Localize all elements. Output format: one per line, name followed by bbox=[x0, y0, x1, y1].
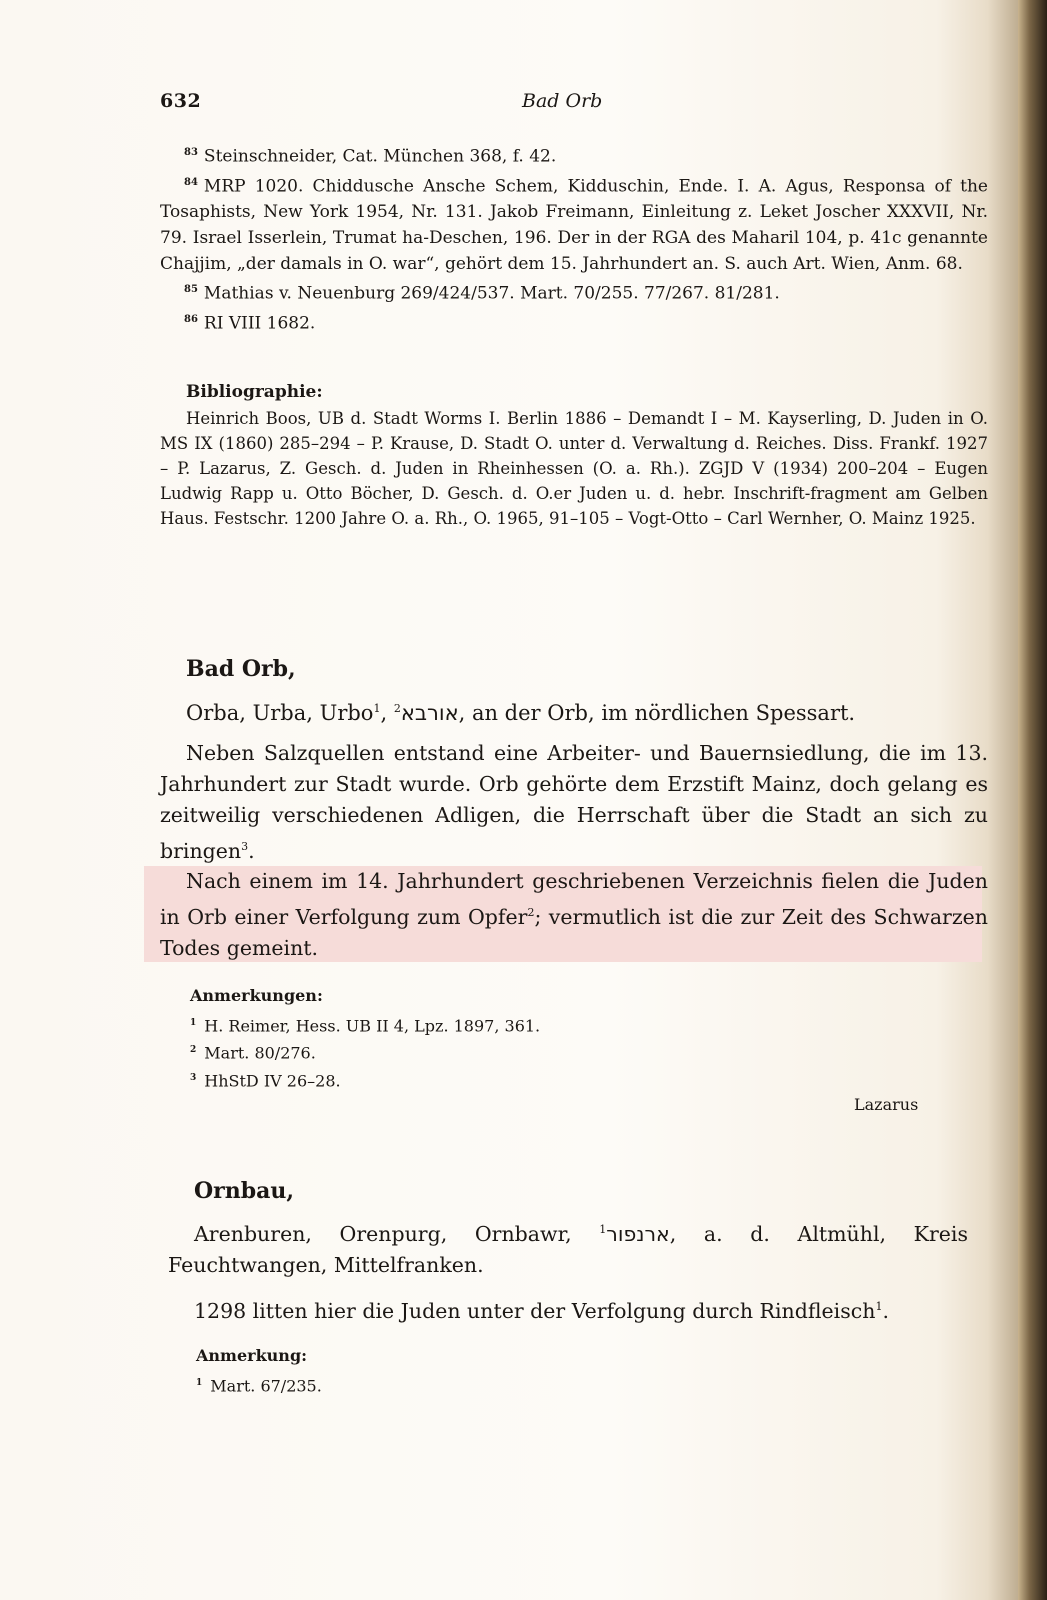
article-title: Bad Orb, bbox=[186, 656, 296, 682]
notes-heading-ornbau: Anmerkung: bbox=[196, 1346, 308, 1365]
running-title: Bad Orb bbox=[522, 90, 603, 112]
footnote-83: $^{83}$ Steinschneider, Cat. München 368, f. 42. bbox=[184, 146, 557, 167]
author-signature: Lazarus bbox=[854, 1095, 919, 1114]
bibliography bbox=[160, 382, 988, 531]
book-spine-edge bbox=[1018, 0, 1047, 1600]
notes-bad-orb bbox=[190, 986, 890, 1093]
article-bad-orb bbox=[160, 656, 988, 867]
footnote-86: $^{86}$ RI VIII 1682. bbox=[184, 313, 316, 334]
page-number: 632 bbox=[160, 90, 202, 112]
paragraph-ornbau: 1298 litten hier die Juden unter der Verfolgung durch Rindfleisch$^1$. bbox=[194, 1298, 889, 1323]
prev-footnotes bbox=[160, 140, 988, 337]
article-ornbau bbox=[168, 1178, 968, 1327]
paragraph-2-highlighted: Nach einem im 14. Jahrhundert geschriebenen Verzeichnis fielen die Juden in Orb einer Verfolgung zum Opfer$^2$; vermutlich ist die zur Zeit des Schwarzen Todes gemeint. bbox=[160, 869, 988, 960]
hebrew-name: אורבא bbox=[400, 701, 459, 725]
bibliography-heading: Bibliographie: bbox=[186, 382, 323, 402]
notes-heading: Anmerkungen: bbox=[190, 986, 323, 1005]
footnote-85: $^{85}$ Mathias v. Neuenburg 269/424/537. Mart. 70/255. 77/267. 81/281. bbox=[184, 283, 780, 304]
note-1: $^1$ H. Reimer, Hess. UB II 4, Lpz. 1897, 361. bbox=[190, 1016, 541, 1036]
hebrew-name-ornbau: ארנפור bbox=[606, 1221, 670, 1246]
note-ornbau-1: $^1$ Mart. 67/235. bbox=[196, 1376, 322, 1396]
page-header bbox=[160, 90, 990, 120]
note-2: $^2$ Mart. 80/276. bbox=[190, 1043, 316, 1063]
notes-ornbau bbox=[196, 1346, 796, 1398]
article-title-ornbau: Ornbau, bbox=[194, 1178, 295, 1204]
footnote-84: $^{84}$ MRP 1020. Chiddusche Ansche Schem, Kidduschin, Ende. I. A. Agus, Responsa of the Tosaphists, New York 1954, Nr. 131. Jakob Freimann, Einleitung z. Leket Joscher XXXVII, Nr. 79. Israel Isserlein, Trumat ha-Deschen, 196. Der in der RGA des Maharil 104, p. 41c genannte Chajjim, „der damals in O. war“, gehört dem 15. Jahrhundert an. S. auch Art. Wien, Anm. 68. bbox=[160, 176, 988, 275]
bibliography-text: Heinrich Boos, UB d. Stadt Worms I. Berlin 1886 – Demandt I – M. Kayserling, D. Juden in O. MS IX (1860) 285–294 – P. Krause, D. Stadt O. unter d. Verwaltung d. Reiches. Diss. Frankf. 1927 – P. Lazarus, Z. Gesch. d. Juden in Rheinhessen (O. a. Rh.). ZGJD V (1934) 200–204 – Eugen Ludwig Rapp u. Otto Böcher, D. Gesch. d. O.er Juden u. d. hebr. Inschrift-fragment am Gelben Haus. Festschr. 1200 Jahre O. a. Rh., O. 1965, 91–105 – Vogt-Otto – Carl Wernher, O. Mainz 1925. bbox=[160, 409, 988, 528]
note-3: $^3$ HhStD IV 26–28. bbox=[190, 1070, 341, 1090]
paragraph-1: Neben Salzquellen entstand eine Arbeiter- und Bauernsiedlung, die im 13. Jahrhundert zur Stadt wurde. Orb gehörte dem Erzstift Mainz, doch gelang es zeitweilig verschiedenen Adligen, die Herrschaft über die Stadt an sich zu bringen$^3$. bbox=[160, 741, 988, 863]
place-names: Orba, Urba, Urbo$^1$, אורבא$^2$ , an der Orb, im nördlichen Spessart. bbox=[186, 701, 856, 725]
place-names-ornbau: Arenburen, Orenpurg, Ornbawr, ארנפור$^1$ , a. d. Altmühl, Kreis Feuchtwangen, Mittelfranken. bbox=[168, 1221, 968, 1277]
